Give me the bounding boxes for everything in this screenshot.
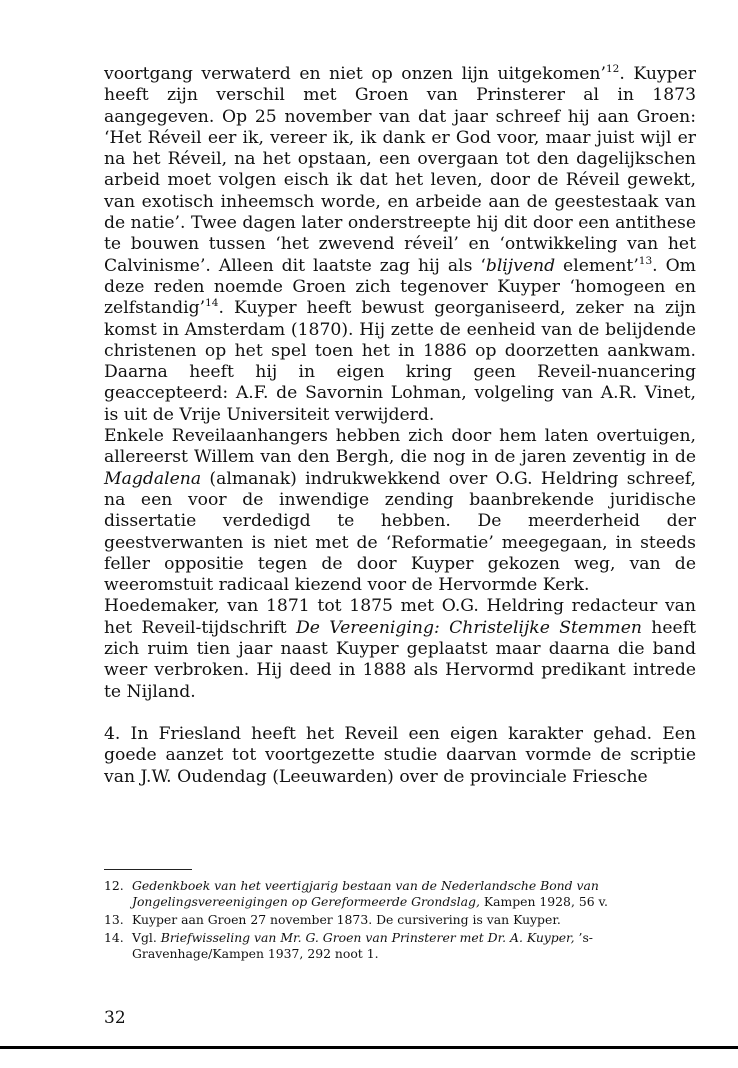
footnote-ref-12[interactable]: 12 bbox=[605, 63, 620, 75]
footnote-number: 13. bbox=[104, 912, 124, 927]
text-span: heeft zich ruim tien jaar naast Kuyper geplaatst maar daarna die band weer verbroken. Hij deed in 1888 als Hervormd predikant intrede te Nijland. bbox=[104, 617, 696, 702]
paragraph-3 bbox=[104, 596, 696, 702]
paragraph-1 bbox=[104, 64, 696, 426]
text-span: voortgang verwaterd en niet op onzen lijn uitgekomen’ bbox=[104, 64, 606, 84]
footnote-divider bbox=[104, 869, 192, 870]
text-span: Kampen 1928, 56 v. bbox=[479, 894, 608, 909]
footnote-14 bbox=[104, 930, 696, 962]
footnote-text bbox=[132, 930, 696, 962]
footnote-text bbox=[132, 878, 696, 910]
footnote-13 bbox=[104, 912, 696, 928]
bottom-rule bbox=[0, 1046, 738, 1049]
paragraph-2 bbox=[104, 426, 696, 596]
text-span: . Kuyper heeft zijn verschil met Groen van Prinsterer al in 1873 aangegeven. Op 25 november van dat jaar schreef hij aan Groen: ‘Het Réveil eer ik, vereer ik, ik dank er God voor, maar juist wijl er na het Réveil, na het opstaan, een overgaan tot den dagelijkschen arbeid moet volgen eisch ik dat het leven, door de Réveil gewekt, van exotisch inheemsch worde, en arbeide aan de geestestaak van de natie’. Twee dagen later onderstreepte hij dit door een antithese te bouwen tussen ‘het zwevend réveil’ en ‘ontwikkeling van het Calvinisme’. Alleen dit laatste zag hij als ‘ bbox=[104, 64, 696, 276]
footnote-text: Kuyper aan Groen 27 november 1873. De cursivering is van Kuyper. bbox=[132, 912, 561, 927]
italic-span: De Vereeniging: Christelijke Stemmen bbox=[295, 617, 642, 638]
text-span: element’ bbox=[555, 255, 639, 276]
italic-span: Briefwisseling van Mr. G. Groen van Prinsterer met Dr. A. Kuyper, bbox=[160, 930, 575, 945]
footnote-ref-13[interactable]: 13 bbox=[638, 254, 653, 267]
body-text bbox=[104, 64, 696, 788]
footnote-number: 12. bbox=[104, 878, 124, 893]
text-span: Vgl. bbox=[132, 930, 161, 945]
footnote-number: 14. bbox=[104, 930, 124, 945]
page-number: 32 bbox=[104, 1008, 126, 1028]
text-span: (almanak) indrukwekkend over O.G. Heldring schreef, na een voor de inwendige zending baanbrekende juridische dissertatie verdedigd te hebben. De meerderheid der geestverwanten is niet met de ‘Reformatie’ meegegaan, in steeds feller oppositie tegen de door Kuyper gekozen weg, van de weeromstuit radicaal kiezend voor de Hervormde Kerk. bbox=[104, 468, 696, 596]
footnote-ref-14[interactable]: 14 bbox=[205, 297, 219, 310]
page-body bbox=[104, 64, 696, 788]
text-span: Enkele Reveilaanhangers hebben zich door hem laten overtuigen, allereerst Willem van den Bergh, die nog in de jaren zeventig in de bbox=[104, 426, 696, 468]
text-span: ’s-Gravenhage/Kampen 1937, 292 noot 1. bbox=[132, 930, 593, 961]
footnote-12 bbox=[104, 878, 696, 910]
text-span: . Kuyper heeft bewust georganiseerd, zeker na zijn komst in Amsterdam (1870). Hij zette de eenheid van de belijdende christenen op het spel toen het in 1886 op doorzetten aankwam. Daarna heeft hij in eigen kring geen Reveil-nuancering geaccepteerd: A.F. de Savornin Lohman, volgeling van A.R. Vinet, is uit de Vrije Universiteit verwijderd. bbox=[104, 298, 696, 425]
italic-span: Magdalena bbox=[104, 468, 202, 489]
italic-span: Gedenkboek van het veertigjarig bestaan van de Nederlandsche Bond van Jongelingsvereenigingen op Gereformeerde Grondslag, bbox=[132, 878, 599, 909]
italic-span: blijvend bbox=[485, 255, 556, 276]
text-span: Hoedemaker, van 1871 tot 1875 met O.G. Heldring redacteur van het Reveil-tijdschrift bbox=[104, 596, 696, 638]
section-4-paragraph: 4. In Friesland heeft het Reveil een eigen karakter gehad. Een goede aanzet tot voortgezette studie daarvan vormde de scriptie van J.W. Oudendag (Leeuwarden) over de provinciale Friesche bbox=[104, 723, 696, 787]
footnotes bbox=[104, 878, 696, 964]
text-span: . Om deze reden noemde Groen zich tegenover Kuyper ‘homogeen en zelfstandig’ bbox=[104, 255, 696, 319]
